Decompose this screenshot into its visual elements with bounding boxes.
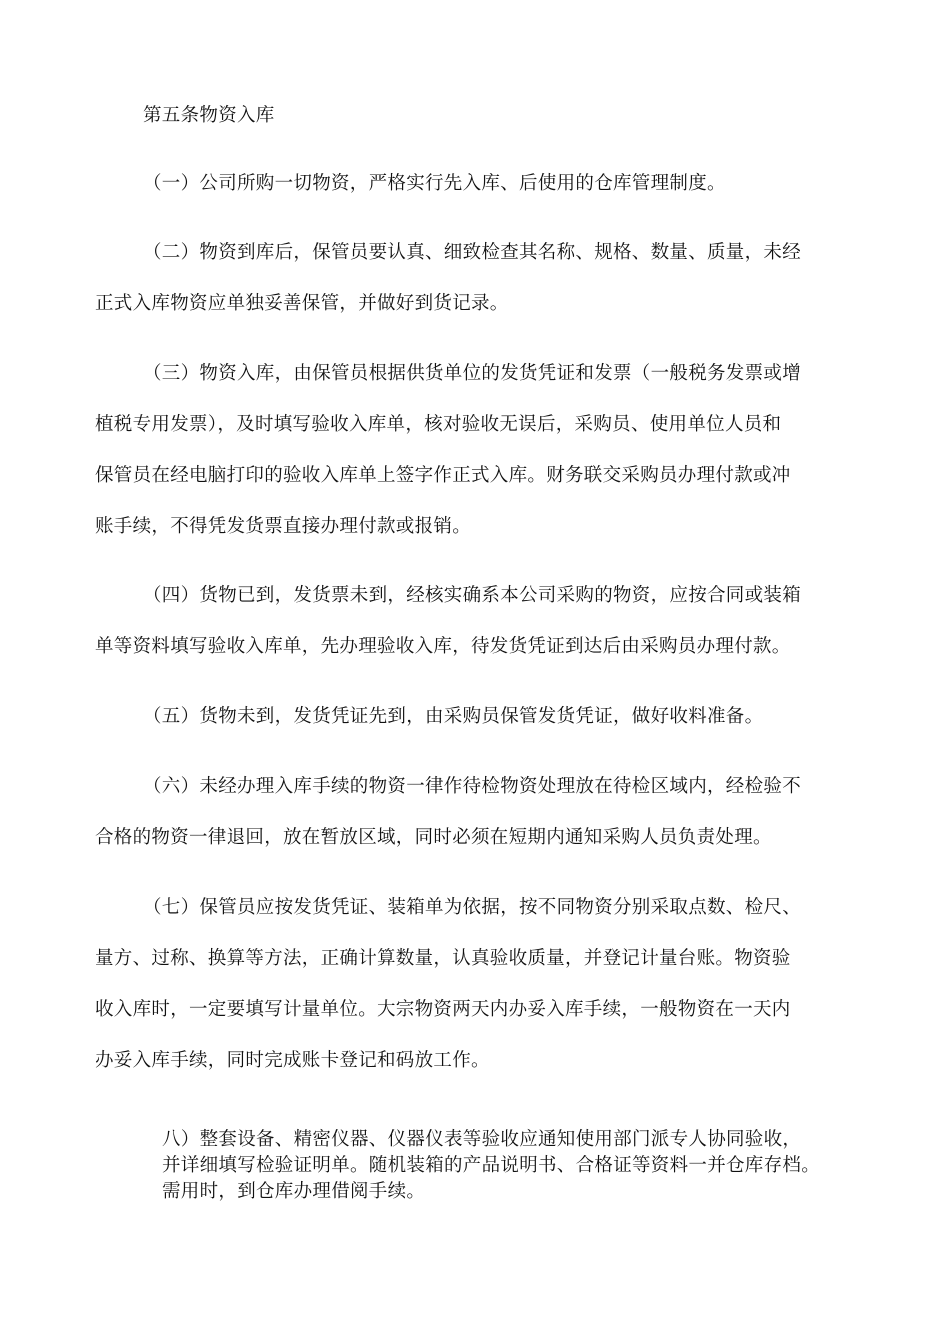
paragraph-5-line-1: （五）货物未到，发货凭证先到，由采购员保管发货凭证，做好收料准备。 <box>143 706 764 727</box>
paragraph-6-line-1: （六）未经办理入库手续的物资一律作待检物资处理放在待检区域内，经检验不 <box>143 776 802 797</box>
paragraph-4-line-1: （四）货物已到，发货票未到，经核实确系本公司采购的物资，应按合同或装箱 <box>143 585 802 606</box>
paragraph-7-line-1: （七）保管员应按发货凭证、装箱单为依据，按不同物资分别采取点数、检尺、 <box>143 897 802 918</box>
paragraph-2-line-2: 正式入库物资应单独妥善保管，并做好到货记录。 <box>95 293 509 314</box>
section-heading: 第五条物资入库 <box>143 105 275 126</box>
paragraph-6-line-2: 合格的物资一律退回，放在暂放区域，同时必须在短期内通知采购人员负责处理。 <box>95 827 772 848</box>
paragraph-8-line-1: 八）整套设备、精密仪器、仪器仪表等验收应通知使用部门派专人协同验收， <box>162 1129 802 1150</box>
paragraph-3-line-1: （三）物资入库，由保管员根据供货单位的发货凭证和发票（一般税务发票或增 <box>143 363 802 384</box>
paragraph-7-line-4: 办妥入库手续，同时完成账卡登记和码放工作。 <box>95 1050 490 1071</box>
paragraph-3-line-2: 植税专用发票），及时填写验收入库单，核对验收无误后，采购员、使用单位人员和 <box>95 414 782 435</box>
paragraph-8-block <box>162 1127 892 1205</box>
paragraph-7-line-2: 量方、过称、换算等方法，正确计算数量，认真验收质量，并登记计量台账。物资验 <box>95 948 791 969</box>
paragraph-7-line-3: 收入库时，一定要填写计量单位。大宗物资两天内办妥入库手续，一般物资在一天内 <box>95 999 791 1020</box>
paragraph-3-line-3: 保管员在经电脑打印的验收入库单上签字作正式入库。财务联交采购员办理付款或冲 <box>95 465 791 486</box>
paragraph-2-line-1: （二）物资到库后，保管员要认真、细致检查其名称、规格、数量、质量，未经 <box>143 242 802 263</box>
paragraph-4-line-2: 单等资料填写验收入库单，先办理验收入库，待发货凭证到达后由采购员办理付款。 <box>95 636 791 657</box>
paragraph-3-line-4: 账手续，不得凭发货票直接办理付款或报销。 <box>95 516 472 537</box>
paragraph-8-line-3: 需用时，到仓库办理借阅手续。 <box>162 1181 426 1202</box>
paragraph-1-line-1: （一）公司所购一切物资，严格实行先入库、后使用的仓库管理制度。 <box>143 173 726 194</box>
paragraph-8-line-2: 并详细填写检验证明单。随机装箱的产品说明书、合格证等资料一并仓库存档。 <box>162 1155 821 1176</box>
